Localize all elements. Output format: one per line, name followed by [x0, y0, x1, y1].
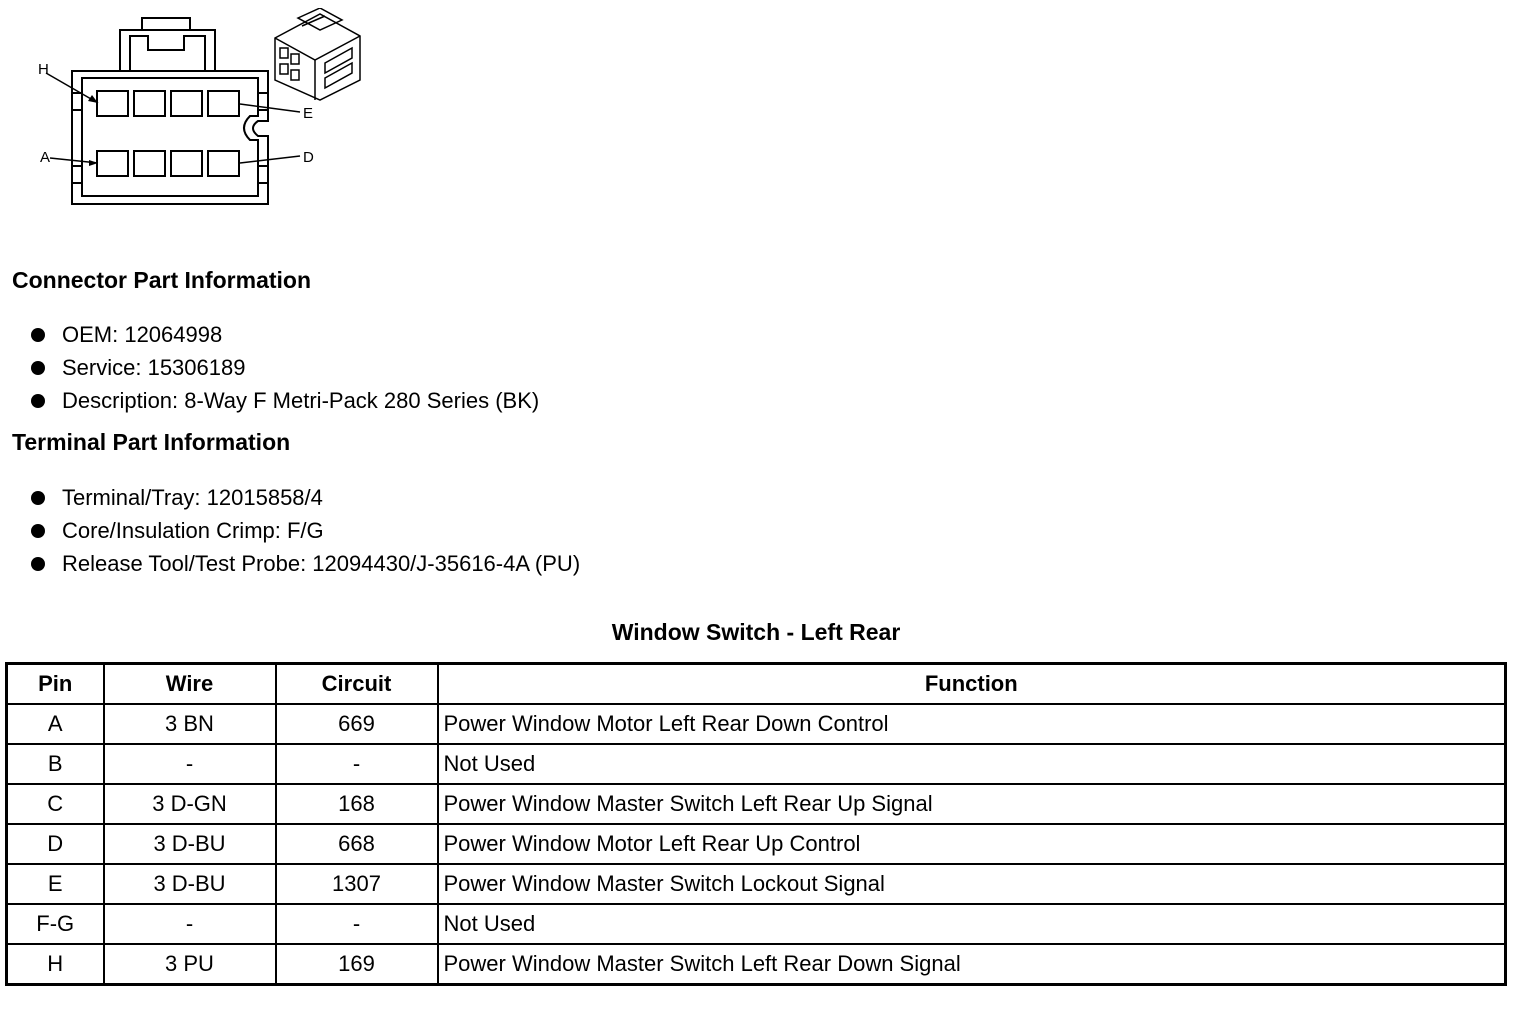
pin-label-a: A — [40, 149, 51, 166]
header-circuit: Circuit — [276, 664, 438, 705]
list-item — [30, 547, 580, 580]
cell-circuit: 669 — [276, 704, 438, 744]
cell-wire: 3 D-GN — [104, 784, 276, 824]
cell-pin: A — [7, 704, 104, 744]
bullet-icon — [31, 394, 45, 408]
pinout-table — [5, 662, 1507, 986]
table-row — [7, 864, 1506, 904]
cell-circuit: 169 — [276, 944, 438, 985]
cell-circuit: 668 — [276, 824, 438, 864]
bullet-icon — [31, 557, 45, 571]
cell-circuit: - — [276, 904, 438, 944]
cell-wire: 3 PU — [104, 944, 276, 985]
terminal-release-tool: Release Tool/Test Probe: 12094430/J-35616-4A (PU) — [62, 551, 581, 576]
cell-function: Power Window Motor Left Rear Down Control — [438, 704, 1506, 744]
table-row — [7, 704, 1506, 744]
connector-description: Description: 8-Way F Metri-Pack 280 Series (BK) — [62, 388, 540, 413]
bullet-icon — [31, 361, 45, 375]
cell-pin: B — [7, 744, 104, 784]
table-row — [7, 744, 1506, 784]
terminal-info-heading: Terminal Part Information — [12, 429, 291, 455]
cell-wire: - — [104, 904, 276, 944]
cell-wire: - — [104, 744, 276, 784]
cell-wire: 3 D-BU — [104, 864, 276, 904]
cell-function: Not Used — [438, 904, 1506, 944]
table-row — [7, 904, 1506, 944]
cell-pin: D — [7, 824, 104, 864]
cell-circuit: 1307 — [276, 864, 438, 904]
header-function: Function — [438, 664, 1506, 705]
cell-function: Power Window Master Switch Lockout Signal — [438, 864, 1506, 904]
connector-isometric-icon — [275, 8, 360, 100]
header-wire: Wire — [104, 664, 276, 705]
cell-pin: C — [7, 784, 104, 824]
list-item — [30, 318, 539, 351]
connector-info-heading: Connector Part Information — [12, 267, 312, 293]
connector-face-diagram — [30, 8, 370, 213]
cell-function: Not Used — [438, 744, 1506, 784]
cell-circuit: 168 — [276, 784, 438, 824]
cell-wire: 3 D-BU — [104, 824, 276, 864]
cell-circuit: - — [276, 744, 438, 784]
connector-service: Service: 15306189 — [62, 355, 246, 380]
bullet-icon — [31, 524, 45, 538]
table-header-row — [7, 664, 1506, 705]
list-item — [30, 384, 539, 417]
pin-label-e: E — [303, 105, 314, 122]
list-item — [30, 481, 580, 514]
bullet-icon — [31, 491, 45, 505]
pin-label-h: H — [38, 61, 49, 78]
cell-pin: F-G — [7, 904, 104, 944]
bullet-icon — [31, 328, 45, 342]
header-pin: Pin — [7, 664, 104, 705]
list-item — [30, 514, 580, 547]
list-item — [30, 351, 539, 384]
table-row — [7, 944, 1506, 985]
cell-pin: E — [7, 864, 104, 904]
table-row — [7, 824, 1506, 864]
table-title: Window Switch - Left Rear — [611, 619, 901, 645]
pin-label-d: D — [303, 149, 314, 166]
cell-function: Power Window Master Switch Left Rear Down Signal — [438, 944, 1506, 985]
cell-function: Power Window Master Switch Left Rear Up Signal — [438, 784, 1506, 824]
cell-pin: H — [7, 944, 104, 985]
cell-wire: 3 BN — [104, 704, 276, 744]
cell-function: Power Window Motor Left Rear Up Control — [438, 824, 1506, 864]
table-row — [7, 784, 1506, 824]
connector-oem: OEM: 12064998 — [62, 322, 223, 347]
connector-info-list — [30, 318, 539, 417]
terminal-crimp: Core/Insulation Crimp: F/G — [62, 518, 324, 543]
terminal-info-list — [30, 481, 580, 580]
terminal-tray: Terminal/Tray: 12015858/4 — [62, 485, 323, 510]
